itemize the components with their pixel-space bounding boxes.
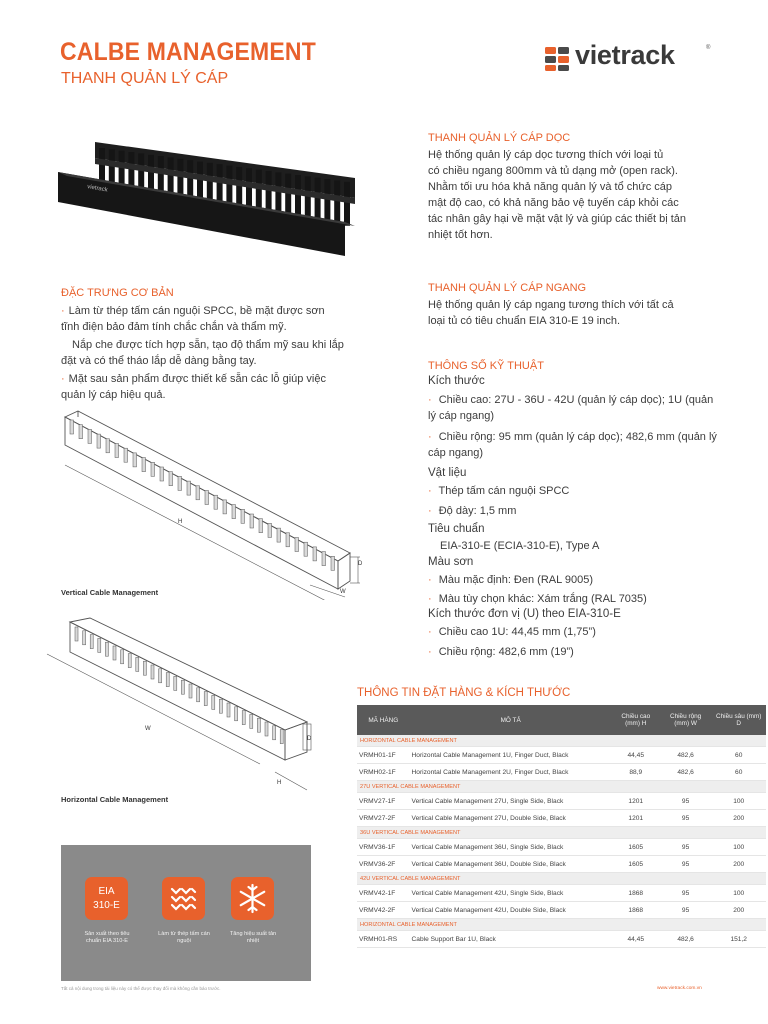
col-depth: Chiều sâu (mm) D [711,705,766,735]
steel-pattern-icon [162,877,205,920]
vertical-line: có chiều ngang 800mm và tủ dạng mở (open rack). [428,165,678,177]
table-row: VRMV42-2F Vertical Cable Management 42U, Double Side, Black 1868 95 200 [357,902,766,919]
horizontal-slots [75,627,283,744]
features-list [61,303,346,403]
spec-item: · Chiều cao 1U: 44,45 mm (1,75”) [428,626,596,638]
horizontal-caption: Horizontal Cable Management [61,795,169,804]
table-row: VRMV36-1F Vertical Cable Management 36U, Single Side, Black 1605 95 100 [357,839,766,856]
brand-logo [543,40,713,73]
drawing-label-w: W [340,589,346,595]
vertical-line: tác nhân gây hại về mặt vật lý và giúp các thiết bị tản [428,213,687,225]
spec-label-unit: Kích thước đơn vị (U) theo EIA-310-E [428,608,621,620]
footer-disclaimer: Tất cả nội dung trong tài liệu này có thể được thay đổi mà không cần báo trước. [61,986,221,991]
table-row: VRMH01-1F Horizontal Cable Management 1U, Finger Duct, Black 44,45 482,6 60 [357,747,766,764]
feature-box [61,845,311,981]
eia-badge-line1: EIA [98,886,115,897]
feature-item: · Làm từ thép tấm cán nguội SPCC, bề mặt được sơn tĩnh điện bảo đảm tính chắc chắn và thẩm mỹ. [61,305,325,333]
eia-caption: Sản xuất theo tiêu chuẩn EIA 310-E [84,931,130,944]
steel-caption: Làm từ thép tấm cán nguội [158,931,210,944]
photo-brand-label: vietrack [86,184,109,194]
vertical-line: nhiệt tốt hơn. [428,229,493,241]
drawing-label-d: D [307,736,312,742]
order-table [357,705,766,948]
spec-item: · Thép tấm cán nguội SPCC [428,485,570,497]
spec-item: · Chiều rộng: 482,6 mm (19”) [428,646,574,658]
eia-badge [85,877,128,920]
table-row: VRMV36-2F Vertical Cable Management 36U, Double Side, Black 1605 95 200 [357,856,766,873]
col-height: Chiều cao (mm) H [612,705,660,735]
specs-block [428,375,718,660]
table-row: VRMH01-RS Cable Support Bar 1U, Black 44,45 482,6 151,2 [357,931,766,948]
drawing-label-h: H [277,780,282,786]
vertical-slots [70,420,335,570]
vertical-drawing [60,405,365,600]
horizontal-line: Hệ thống quản lý cáp ngang tương thích với tất cả [428,299,674,311]
vertical-description [428,147,718,243]
logo-registered-mark: ® [706,45,711,51]
product-photo [55,128,360,266]
order-heading: THÔNG TIN ĐẶT HÀNG & KÍCH THƯỚC [357,687,571,699]
spec-item: · Chiều cao: 27U - 36U - 42U (quản lý cáp dọc); 1U (quản lý cáp ngang) [428,394,714,422]
spec-label-material: Vật liệu [428,467,467,479]
vertical-line: Nhằm tối ưu hóa khả năng quản lý và tổ chức cáp [428,181,673,193]
table-row: VRMV27-2F Vertical Cable Management 27U, Double Side, Black 1201 95 200 [357,810,766,827]
logo-text: vietrack [575,40,675,70]
vertical-line: mật độ cao, có khả năng bảo vệ tuyến cáp khỏi các [428,197,679,209]
spec-label-dimensions: Kích thước [428,375,485,387]
horizontal-line: loại tủ có tiêu chuẩn EIA 310-E 19 inch. [428,315,621,327]
spec-label-color: Màu sơn [428,556,474,568]
group-row: HORIZONTAL CABLE MANAGEMENT [357,919,766,931]
spec-label-standard: Tiêu chuẩn [428,523,485,535]
col-width: Chiều rộng (mm) W [660,705,712,735]
feature-item: Nắp che được tích hợp sẵn, tạo độ thẩm mỹ sau khi lắp đặt và có thể tháo lắp dễ dàng bằng tay. [61,339,344,367]
page-title: CALBE MANAGEMENT [60,38,316,66]
spec-item: · Màu tùy chọn khác: Xám trắng (RAL 7035) [428,593,647,605]
logo-mark-icon [543,43,573,73]
table-row: VRMV42-1F Vertical Cable Management 42U, Single Side, Black 1868 95 100 [357,885,766,902]
group-row: 42U VERTICAL CABLE MANAGEMENT [357,873,766,885]
order-table-wrap [357,705,766,948]
drawing-label-h: H [178,519,183,525]
horizontal-description [428,297,718,329]
page-subtitle: THANH QUẢN LÝ CÁP [61,70,229,87]
col-code: MÃ HÀNG [357,705,410,735]
group-row: HORIZONTAL CABLE MANAGEMENT [357,735,766,747]
horizontal-heading: THANH QUẢN LÝ CÁP NGANG [428,282,587,294]
features-heading: ĐẶC TRƯNG CƠ BẢN [61,287,174,299]
steel-badge [162,877,205,920]
horizontal-drawing [45,612,325,797]
col-desc: MÔ TẢ [410,705,612,735]
spec-item: · Chiều rộng: 95 mm (quản lý cáp dọc); 482,6 mm (quản lý cáp ngang) [428,431,717,459]
eia-badge-line2: 310-E [93,900,120,911]
group-row: 36U VERTICAL CABLE MANAGEMENT [357,827,766,839]
heat-caption: Tăng hiệu suất tản nhiệt [229,931,277,944]
vertical-heading: THANH QUẢN LÝ CÁP DỌC [428,132,571,144]
heat-badge [231,877,274,920]
spec-item: · Độ dày: 1,5 mm [428,505,517,517]
snowflake-icon [231,877,274,920]
feature-item: · Mặt sau sản phẩm được thiết kế sẵn các lỗ giúp việc quản lý cáp hiệu quả. [61,373,326,401]
group-row: 27U VERTICAL CABLE MANAGEMENT [357,781,766,793]
spec-standard-value: EIA-310-E (ECIA-310-E), Type A [440,540,600,552]
vertical-caption: Vertical Cable Management [61,588,159,597]
vertical-line: Hệ thống quản lý cáp dọc tương thích với loại tủ [428,149,664,161]
table-row: VRMV27-1F Vertical Cable Management 27U, Single Side, Black 1201 95 100 [357,793,766,810]
table-row: VRMH02-1F Horizontal Cable Management 2U, Finger Duct, Black 88,9 482,6 60 [357,764,766,781]
specs-heading: THÔNG SỐ KỸ THUẬT [428,360,544,372]
drawing-label-d: D [358,561,363,567]
spec-item: · Màu mặc định: Đen (RAL 9005) [428,574,594,586]
drawing-label-w: W [145,726,151,732]
footer-website[interactable]: www.vietrack.com.vn [657,986,702,991]
